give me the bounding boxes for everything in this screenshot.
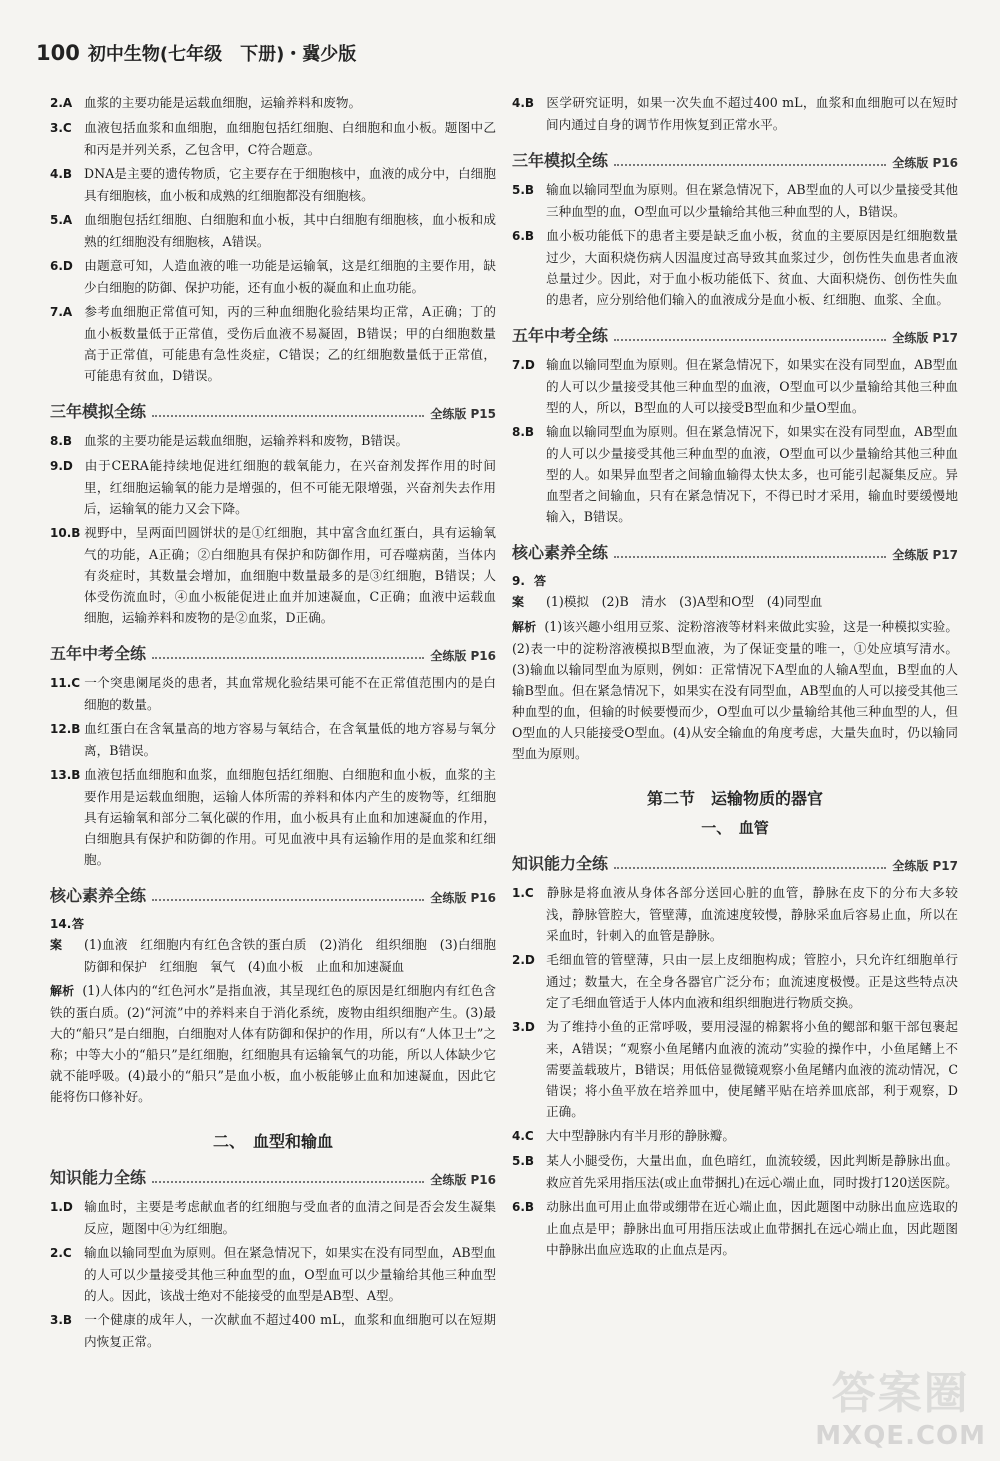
answer-number: 13.B <box>50 768 81 782</box>
answer-item <box>512 1196 958 1260</box>
answer-text: 血液包括血浆和血细胞，血细胞包括红细胞、白细胞和血小板。题图中乙和丙是并列关系，乙包含甲，C符合题意。 <box>84 120 496 157</box>
dotted-leader <box>152 1181 424 1183</box>
dotted-leader <box>152 657 424 659</box>
section-title: 知识能力全练 <box>512 854 609 873</box>
analysis <box>512 616 958 764</box>
answer-item <box>50 92 496 114</box>
answer-text: (1)模拟 (2)B 清水 (3)A型和O型 (4)同型血 <box>546 594 823 609</box>
answer-number: 11.C <box>50 676 81 690</box>
answer-number: 4.B <box>512 96 535 110</box>
answer-text: 大中型静脉内有半月形的静脉瓣。 <box>546 1128 735 1143</box>
answer-list <box>50 92 496 386</box>
answer-text: DNA是主要的遗传物质，它主要存在于细胞核中，血液的成分中，白细胞具有细胞核，血小板和成熟的红细胞都没有细胞核。 <box>84 166 496 203</box>
answer-item <box>512 949 958 1013</box>
answer-item <box>50 522 496 628</box>
answer-number: 6.D <box>50 259 73 273</box>
answer-text: 毛细血管的管壁薄，只由一层上皮细胞构成；管腔小，只允许红细胞单行通过；数量大，在全身各器官广泛分布；血流速度极慢。正是这些特点决定了毛细血管适于人体内血液和组织细胞进行物质交换。 <box>546 952 958 1010</box>
answer-item <box>50 430 496 452</box>
answer-item <box>50 764 496 870</box>
section-page-ref: 全练版 P17 <box>892 331 958 345</box>
answer-text: 静脉是将血液从身体各部分送回心脏的血管，静脉在皮下的分布大多较浅，静脉管腔大，管壁薄，血流速度较慢，静脉采血后容易止血，所以在采血时，针刺入的血管是静脉。 <box>546 885 958 943</box>
dotted-leader <box>614 556 886 558</box>
dotted-leader <box>614 339 886 341</box>
answer-item <box>512 421 958 527</box>
answer-number: 5.B <box>512 1154 535 1168</box>
answer-text: 输血以输同型血为原则。但在紧急情况下，如果实在没有同型血，AB型血的人可以少量接受其他三种血型的血，O型血可以少量输给其他三种血型的人。因此，该战士绝对不能接受的血型是AB型、A型。 <box>84 1245 496 1303</box>
section-title: 三年模拟全练 <box>50 402 147 421</box>
answer-item <box>512 1125 958 1147</box>
answer-text: 输血以输同型血为原则。但在紧急情况下，如果实在没有同型血，AB型血的人可以少量接受其他三种血型的血液，O型血可以少量输给其他三种血型的人，所以，B型血的人可以接受B型血和少量O型血。 <box>546 357 958 415</box>
answer-list <box>512 882 958 1260</box>
answer-number: 8.B <box>512 425 535 439</box>
answer-number: 2.D <box>512 953 535 967</box>
section-heading <box>50 398 496 422</box>
section-heading <box>512 147 958 171</box>
answer-number: 7.D <box>512 358 535 372</box>
answer-item <box>50 1242 496 1306</box>
answer-item <box>512 571 958 613</box>
answer-list <box>50 1196 496 1352</box>
section-page-ref: 全练版 P15 <box>430 407 496 421</box>
section-page-ref: 全练版 P16 <box>430 1173 496 1187</box>
answer-number: 7.A <box>50 305 73 319</box>
answer-item <box>50 718 496 761</box>
answer-item <box>50 255 496 298</box>
section-title: 核心素养全练 <box>50 886 147 905</box>
answer-number: 5.A <box>50 213 73 227</box>
section-title: 五年中考全练 <box>512 326 609 345</box>
section-title: 核心素养全练 <box>512 543 609 562</box>
answer-item <box>50 455 496 519</box>
answer-number: 6.B <box>512 229 535 243</box>
answer-text: 视野中，呈两面凹圆饼状的是①红细胞，其中富含血红蛋白，具有运输氧气的功能，A正确；②白细胞具有保护和防御作用，可吞噬病菌，当体内有炎症时，其数量会增加，血细胞中数量最多的是③红细胞，B错误；人体受伤流血时，④血小板能促进止血并加速凝血，C正确；血液中运载血细胞，运输养料和废物的是②血浆，D正确。 <box>84 525 496 625</box>
answer-list <box>512 92 958 135</box>
section-title: 三年模拟全练 <box>512 151 609 170</box>
subchapter-title: 一、 血管 <box>701 819 769 837</box>
answer-number: 6.B <box>512 1200 535 1214</box>
answer-item <box>50 672 496 715</box>
section-heading <box>50 640 496 664</box>
analysis <box>50 980 496 1107</box>
answer-item <box>50 117 496 160</box>
section-heading <box>512 850 958 874</box>
section-page-ref: 全练版 P17 <box>892 548 958 562</box>
answer-item <box>50 1309 496 1352</box>
answer-number: 3.B <box>50 1313 73 1327</box>
answer-number: 8.B <box>50 434 73 448</box>
answer-text: 一个突患阑尾炎的患者，其血常规化验结果可能不在正常值范围内的是白细胞的数量。 <box>84 675 496 712</box>
section-page-ref: 全练版 P16 <box>430 891 496 905</box>
section-heading <box>50 882 496 906</box>
dotted-leader <box>614 164 886 166</box>
right-column <box>512 92 958 1263</box>
watermark-url: MXQE.COM <box>815 1421 986 1451</box>
answer-number: 3.C <box>50 121 72 135</box>
section-page-ref: 全练版 P16 <box>430 649 496 663</box>
answer-number: 14.答案 <box>50 917 84 952</box>
answer-number: 4.B <box>50 167 73 181</box>
answer-item <box>512 179 958 222</box>
answer-item <box>512 92 958 135</box>
answer-text: 血红蛋白在含氧量高的地方容易与氧结合，在含氧量低的地方容易与氧分离，B错误。 <box>84 721 496 758</box>
answer-text: 动脉出血可用止血带或绷带在近心端止血，因此题图中动脉出血应选取的止血点是甲；静脉出血可用指压法或止血带捆扎在远心端止血，因此题图中静脉出血应选取的止血点是丙。 <box>546 1199 958 1257</box>
answer-text: 血小板功能低下的患者主要是缺乏血小板，贫血的主要原因是红细胞数量过少，大面积烧伤病人因温度过高导致其血浆过少，创伤性失血患者血液总量过少。因此，对于血小板功能低下、贫血、大面积烧伤、创伤性失血的患者，应分别给他们输入的血液成分是血小板、红细胞、血浆、全血。 <box>546 228 958 307</box>
chapter-title: 二、 血型和输血 <box>212 1132 333 1151</box>
answer-text: 一个健康的成年人，一次献血不超过400 mL，血浆和血细胞可以在短期内恢复正常。 <box>84 1312 496 1349</box>
answer-item <box>50 163 496 206</box>
watermark <box>815 1357 986 1451</box>
answer-text: 输血以输同型血为原则。但在紧急情况下，如果实在没有同型血，AB型血的人可以少量接受其他三种血型的血液，O型血可以少量输给其他三种血型的人。如果异血型者之间输血输得太快太多，也可能引起凝集反应。异血型者之间输血，只有在紧急情况下，不得已时才采用，输血时要缓慢地输入，B错误。 <box>546 424 958 524</box>
answer-text: 参考血细胞正常值可知，丙的三种血细胞化验结果均正常，A正确；丁的血小板数量低于正常值，受伤后血液不易凝固，B错误；甲的白细胞数量高于正常值，可能患有急性炎症，C错误；乙的红细胞数量低于正常值，可能患有贫血，D错误。 <box>84 304 496 383</box>
answer-list <box>50 672 496 870</box>
chapter-title: 第二节 运输物质的器官 <box>646 789 823 808</box>
answer-number: 9.D <box>50 459 73 473</box>
analysis-label: 解析 <box>50 984 75 998</box>
section-title: 知识能力全练 <box>50 1168 147 1187</box>
answer-text: 医学研究证明，如果一次失血不超过400 mL，血浆和血细胞可以在短时间内通过自身的调节作用恢复到正常水平。 <box>546 95 958 132</box>
answer-text: 血液包括血细胞和血浆，血细胞包括红细胞、白细胞和血小板，血浆的主要作用是运载血细胞，运输人体所需的养料和体内产生的废物等，红细胞具有运输氧和部分二氧化碳的作用，血小板具有止血和加速凝血的作用，白细胞具有保护和防御的作用。可见血液中具有运输作用的是血浆和红细胞。 <box>84 767 496 867</box>
answer-number: 12.B <box>50 722 81 736</box>
answer-item <box>50 301 496 386</box>
section-page-ref: 全练版 P16 <box>892 156 958 170</box>
book-title: 初中生物(七年级 下册)・冀少版 <box>87 44 357 65</box>
dotted-leader <box>152 415 424 417</box>
answer-number: 3.D <box>512 1020 535 1034</box>
answer-text: 由题意可知，人造血液的唯一功能是运输氧，这是红细胞的主要作用，缺少白细胞的防御、保护功能，还有血小板的凝血和止血功能。 <box>84 258 496 295</box>
section-heading <box>512 539 958 563</box>
page-number: 100 <box>36 41 80 65</box>
answer-item <box>50 914 509 977</box>
section-page-ref: 全练版 P17 <box>892 859 958 873</box>
page-header <box>36 40 356 74</box>
left-column <box>50 92 509 1355</box>
answer-list <box>50 430 496 628</box>
answer-text: 输血以输同型血为原则。但在紧急情况下，AB型血的人可以少量接受其他三种血型的血，O型血可以少量输给其他三种血型的人，B错误。 <box>546 182 958 219</box>
answer-item <box>512 882 958 946</box>
answer-text: 为了维持小鱼的正常呼吸，要用浸湿的棉絮将小鱼的鳃部和躯干部包裹起来，A错误；“观察小鱼尾鳍内血液的流动”实验的操作中，小鱼尾鳍上不需要盖载玻片，B错误；用低倍显微镜观察小鱼尾鳍内血液的流动情况，C错误；将小鱼平放在培养皿中，使尾鳍平贴在培养皿底部，利于观察，D正确。 <box>546 1019 958 1119</box>
analysis-label: 解析 <box>512 620 537 634</box>
answer-text: 血浆的主要功能是运载血细胞，运输养料和废物。 <box>84 95 362 110</box>
answer-text: 输血时，主要是考虑献血者的红细胞与受血者的血清之间是否会发生凝集反应，题图中④为红细胞。 <box>84 1199 496 1236</box>
answer-number: 1.C <box>512 886 534 900</box>
analysis-text: (1)人体内的“红色河水”是指血液，其呈现红色的原因是红细胞内有红色含铁的蛋白质。(2)“河流”中的养料来自于消化系统，废物由组织细胞产生。(3)最大的“船只”是白细胞，白细胞对人体有防御和保护的作用，所以有“人体卫士”之称；中等大小的“船只”是红细胞，红细胞具有运输氧气的功能，所以人体缺少它就不能呼吸。(4)最小的“船只”是血小板，血小板能够止血和加速凝血，因此它能将伤口修补好。 <box>50 983 496 1104</box>
answer-list <box>512 354 958 527</box>
watermark-logo: 答案圈 <box>831 1368 970 1419</box>
answer-number: 2.C <box>50 1246 72 1260</box>
answer-item <box>50 1196 496 1239</box>
answer-item <box>512 1016 958 1122</box>
dotted-leader <box>614 867 886 869</box>
answer-number: 2.A <box>50 96 73 110</box>
answer-number: 1.D <box>50 1200 73 1214</box>
dotted-leader <box>152 899 424 901</box>
answer-list <box>512 179 958 310</box>
answer-text: 血浆的主要功能是运载血细胞，运输养料和废物，B错误。 <box>84 433 409 448</box>
answer-text: 由于CERA能持续地促进红细胞的载氧能力，在兴奋剂发挥作用的时间里，红细胞运输氧的能力是增强的，但不可能无限增强，兴奋剂失去作用后，运输氧的能力又会下降。 <box>84 458 496 516</box>
answer-item <box>50 209 496 252</box>
answer-text: 血细胞包括红细胞、白细胞和血小板，其中白细胞有细胞核，血小板和成熟的红细胞没有细胞核，A错误。 <box>84 212 496 249</box>
section-title: 五年中考全练 <box>50 644 147 663</box>
analysis-text: (1)该兴趣小组用豆浆、淀粉溶液等材料来做此实验，这是一种模拟实验。(2)表一中的淀粉溶液模拟B型血液，为了保证变量的唯一，①处应填写清水。(3)输血以输同型血为原则，例如：正常情况下A型血的人输A型血，B型血的人输B型血。但在紧急情况下，如果实在没有同型血，AB型血的人可以接受其他三种血型的血，但输的时候要慢而少，O型血可以少量输给其他三种血型的人，但O型血的人只能接受O型血。(4)从安全输血的角度考虑，大量失血时，仍以输同型血为原则。 <box>512 619 958 761</box>
section-heading <box>512 322 958 346</box>
answer-number: 5.B <box>512 183 535 197</box>
answer-text: 某人小腿受伤，大量出血，血色暗红，血流较缓，因此判断是静脉出血。救应首先采用指压法(或止血带捆扎)在远心端止血，同时拨打120送医院。 <box>546 1153 958 1190</box>
section-heading <box>50 1164 496 1188</box>
answer-text: (1)血液 红细胞内有红色含铁的蛋白质 (2)消化 组织细胞 (3)白细胞 防御和保护 红细胞 氧气 (4)血小板 止血和加速凝血 <box>84 937 509 974</box>
answer-number: 10.B <box>50 526 81 540</box>
answer-number: 4.C <box>512 1129 534 1143</box>
answer-item <box>512 1150 958 1193</box>
answer-number: 9.答案 <box>512 574 546 609</box>
answer-item <box>512 354 958 418</box>
answer-item <box>512 225 958 310</box>
